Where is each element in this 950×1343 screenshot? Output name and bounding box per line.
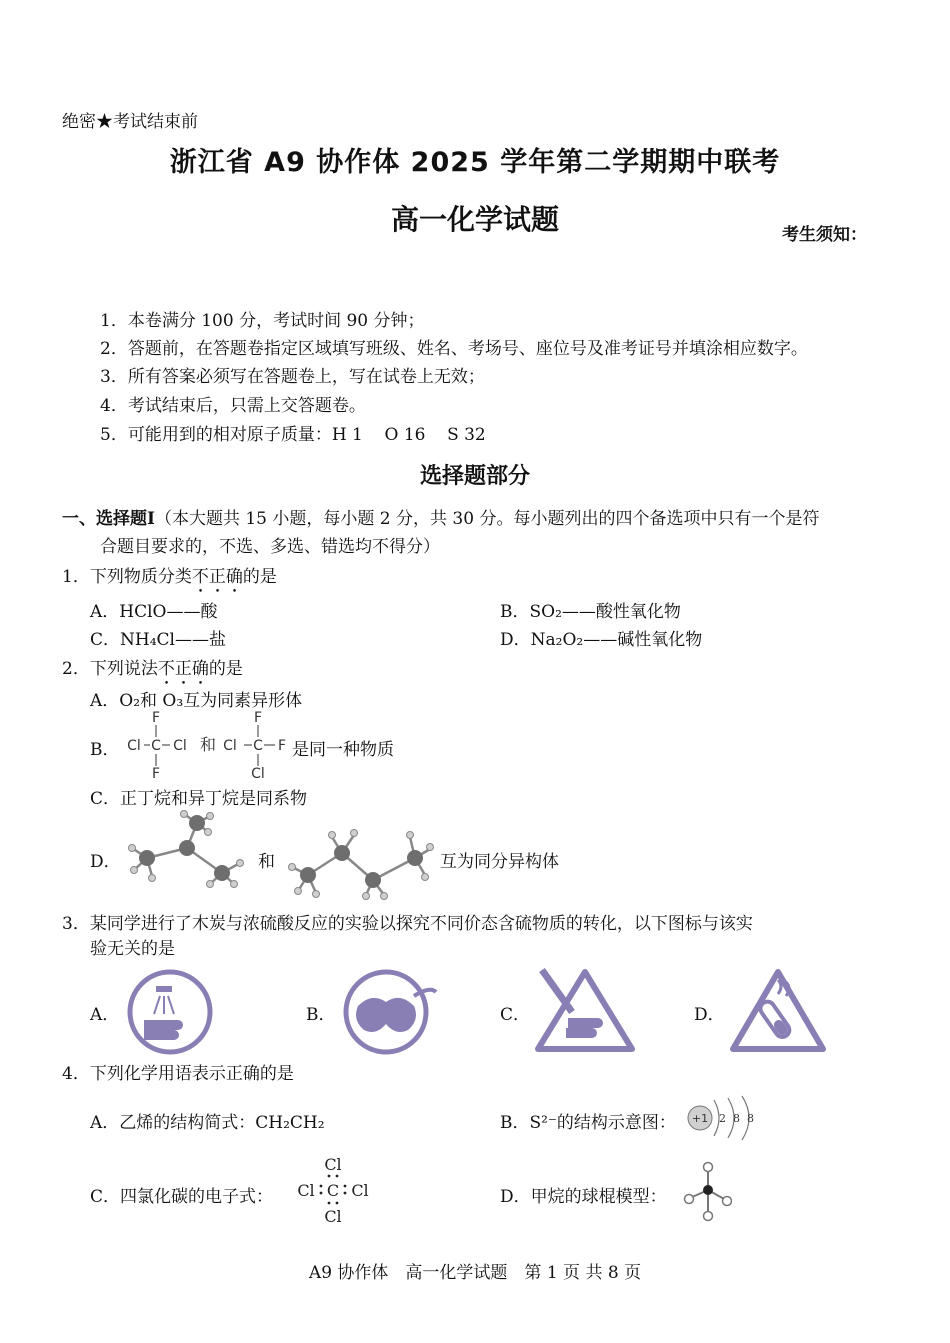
q2-stem-post: 的是 <box>208 659 243 679</box>
part1-intro <box>62 504 819 529</box>
q2-option-a: A．O₂和 O₃互为同素异形体 <box>90 691 303 711</box>
shell-2: 8 <box>733 1112 740 1125</box>
secret-label: 绝密★考试结束前 <box>62 112 198 132</box>
s1-center: C <box>151 738 161 754</box>
q3-stem-line1: 3．某同学进行了木炭与浓硫酸反应的实验以探究不同价态含硫物质的转化，以下图标与该实 <box>62 914 753 934</box>
q3-option-d: D． <box>694 1005 725 1025</box>
q3-option-b: B． <box>306 1005 336 1025</box>
methane-ball-stick-icon <box>682 1160 732 1224</box>
q1-stem-pre: 1．下列物质分类 <box>62 567 192 587</box>
s1-bottom: F <box>151 766 161 782</box>
note-2: 2．答题前，在答题卷指定区域填写班级、姓名、考场号、座位号及准考证号并填涂相应数字。 <box>100 339 808 359</box>
q2-structures <box>120 706 295 782</box>
e-center: C <box>326 1181 340 1200</box>
s2-center: C <box>253 738 263 754</box>
goggles-icon <box>340 966 440 1056</box>
q2-b-mid: 和 <box>199 735 217 754</box>
q1-option-b: B．SO₂——酸性氧化物 <box>500 602 681 622</box>
q1-stem <box>62 562 277 597</box>
q1-stem-post: 的是 <box>242 567 277 587</box>
q2-stem-pre: 2．下列说法 <box>62 659 158 679</box>
s2-left: Cl <box>223 738 237 754</box>
note-3: 3．所有答案必须写在答题卷上，写在试卷上无效； <box>100 367 485 387</box>
q2-option-b-suffix: 是同一种物质 <box>292 740 394 760</box>
q2-stem <box>62 654 243 689</box>
q2-option-d-prefix: D． <box>90 852 121 872</box>
s2-bottom: Cl <box>251 766 265 782</box>
section-title: 选择题部分 <box>419 464 530 489</box>
q3-option-a: A． <box>90 1005 120 1025</box>
s1-right: Cl <box>173 738 187 754</box>
s2-top: F <box>253 710 263 726</box>
s2-right: F <box>277 738 287 754</box>
notice-label: 考生须知： <box>782 225 867 245</box>
sulfide-ion-diagram <box>684 1094 760 1142</box>
shell-1: 2 <box>719 1112 726 1125</box>
part1-intro-cont: 合题目要求的，不选、多选、错选均不得分） <box>100 537 440 557</box>
q2-option-b-prefix: B． <box>90 740 120 760</box>
e-top: Cl <box>324 1155 342 1174</box>
exam-title: 浙江省 A9 协作体 2025 学年第二学期期中联考 <box>169 147 781 178</box>
q4-option-a: A．乙烯的结构简式：CH₂CH₂ <box>90 1113 325 1133</box>
nucleus-label: +1 <box>691 1112 709 1125</box>
hand-wash-icon <box>126 968 214 1056</box>
q2-option-d-suffix: 互为同分异构体 <box>440 852 559 872</box>
q1-emphasis: 不正确 <box>191 567 243 587</box>
ccl4-electron-formula <box>290 1152 376 1228</box>
q2-emphasis: 不正确 <box>157 659 209 679</box>
q4-stem: 4．下列化学用语表示正确的是 <box>62 1064 294 1084</box>
note-5: 5．可能用到的相对原子质量：H 1 O 16 S 32 <box>100 425 486 445</box>
butane-model-icon <box>280 825 440 900</box>
q2-option-d-mid: 和 <box>258 852 275 872</box>
e-left: Cl <box>297 1181 315 1200</box>
s1-top: F <box>151 710 161 726</box>
e-bottom: Cl <box>324 1207 342 1226</box>
part1-text: （本大题共 15 小题，每小题 2 分，共 30 分。每小题列出的四个备选项中只有一个是符 <box>154 509 820 529</box>
part1-label: 一、选择题Ⅰ <box>62 509 155 529</box>
s1-left: Cl <box>127 738 141 754</box>
note-4: 4．考试结束后，只需上交答题卷。 <box>100 396 366 416</box>
sharp-object-warning-icon <box>532 964 638 1056</box>
q3-stem-line2: 验无关的是 <box>90 939 175 959</box>
q4-option-c: C．四氯化碳的电子式： <box>90 1187 274 1207</box>
q3-option-c: C． <box>500 1005 531 1025</box>
q4-option-b: B．S²⁻的结构示意图： <box>500 1113 676 1133</box>
note-1: 1．本卷满分 100 分，考试时间 90 分钟； <box>100 311 425 331</box>
q4-option-d: D．甲烷的球棍模型： <box>500 1187 667 1207</box>
q1-option-d: D．Na₂O₂——碱性氧化物 <box>500 630 703 650</box>
heating-warning-icon <box>728 964 828 1056</box>
q1-option-c: C．NH₄Cl——盐 <box>90 630 226 650</box>
page-footer: A9 协作体 高一化学试题 第 1 页 共 8 页 <box>308 1263 642 1283</box>
subject-title: 高一化学试题 <box>390 203 559 236</box>
q1-option-a: A．HClO——酸 <box>90 602 218 622</box>
q2-option-c: C．正丁烷和异丁烷是同系物 <box>90 789 308 809</box>
isobutane-model-icon <box>122 808 252 888</box>
e-right: Cl <box>351 1181 369 1200</box>
shell-3: 8 <box>747 1112 754 1125</box>
